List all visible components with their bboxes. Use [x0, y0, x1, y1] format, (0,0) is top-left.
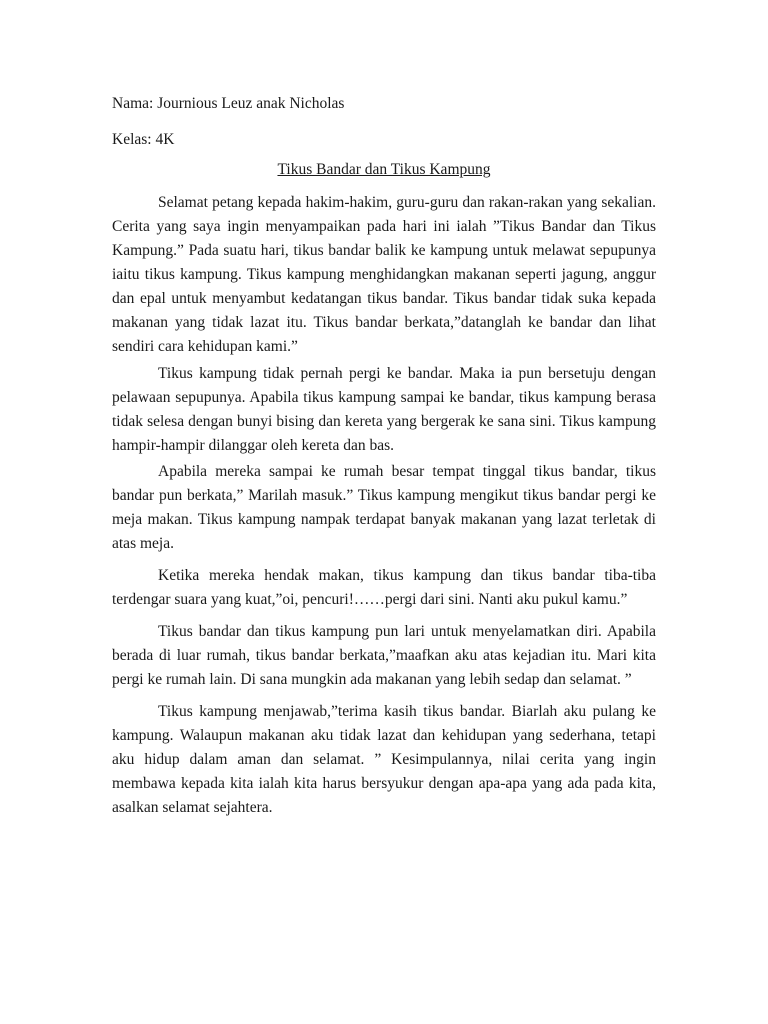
- paragraph-6: Tikus kampung menjawab,”terima kasih tikus bandar. Biarlah aku pulang ke kampung. Walaupun makanan aku tidak lazat dan kehidupan yang sederhana, tetapi aku hidup dalam aman dan selamat. ” Kesimpulannya, nilai cerita yang ingin membawa kepada kita ialah kita harus bersyukur dengan apa-apa yang ada pada kita, asalkan selamat sejahtera.: [112, 703, 656, 816]
- paragraph-5: Tikus bandar dan tikus kampung pun lari untuk menyelamatkan diri. Apabila berada di luar rumah, tikus bandar berkata,”maafkan aku atas kejadian itu. Mari kita pergi ke rumah lain. Di sana mungkin ada makanan yang lebih sedap dan selamat. ”: [112, 623, 656, 688]
- paragraph-1: Selamat petang kepada hakim-hakim, guru-guru dan rakan-rakan yang sekalian. Cerita yang saya ingin menyampaikan pada hari ini ialah ”Tikus Bandar dan Tikus Kampung.” Pada suatu hari, tikus bandar balik ke kampung untuk melawat sepupunya iaitu tikus kampung. Tikus kampung menghidangkan makanan seperti jagung, anggur dan epal untuk menyambut kedatangan tikus bandar. Tikus bandar tidak suka kepada makanan yang tidak lazat itu. Tikus bandar berkata,”datanglah ke bandar dan lihat sendiri cara kehidupan kami.”: [112, 194, 656, 355]
- paragraph-2: Tikus kampung tidak pernah pergi ke bandar. Maka ia pun bersetuju dengan pelawaan sepupunya. Apabila tikus kampung sampai ke bandar, tikus kampung berasa tidak selesa dengan bunyi bising dan kereta yang bergerak ke sana sini. Tikus kampung hampir-hampir dilanggar oleh kereta dan bas.: [112, 365, 656, 454]
- class-line: Kelas: 4K: [112, 131, 175, 148]
- story-title: Tikus Bandar dan Tikus Kampung: [277, 161, 491, 178]
- paragraph-3: Apabila mereka sampai ke rumah besar tempat tinggal tikus bandar, tikus bandar pun berkata,” Marilah masuk.” Tikus kampung mengikut tikus bandar pergi ke meja makan. Tikus kampung nampak terdapat banyak makanan yang lazat terletak di atas meja.: [112, 463, 656, 552]
- paragraph-4: Ketika mereka hendak makan, tikus kampung dan tikus bandar tiba-tiba terdengar suara yang kuat,”oi, pencuri!……pergi dari sini. Nanti aku pukul kamu.”: [112, 567, 656, 608]
- student-name-line: Nama: Journious Leuz anak Nicholas: [112, 95, 345, 112]
